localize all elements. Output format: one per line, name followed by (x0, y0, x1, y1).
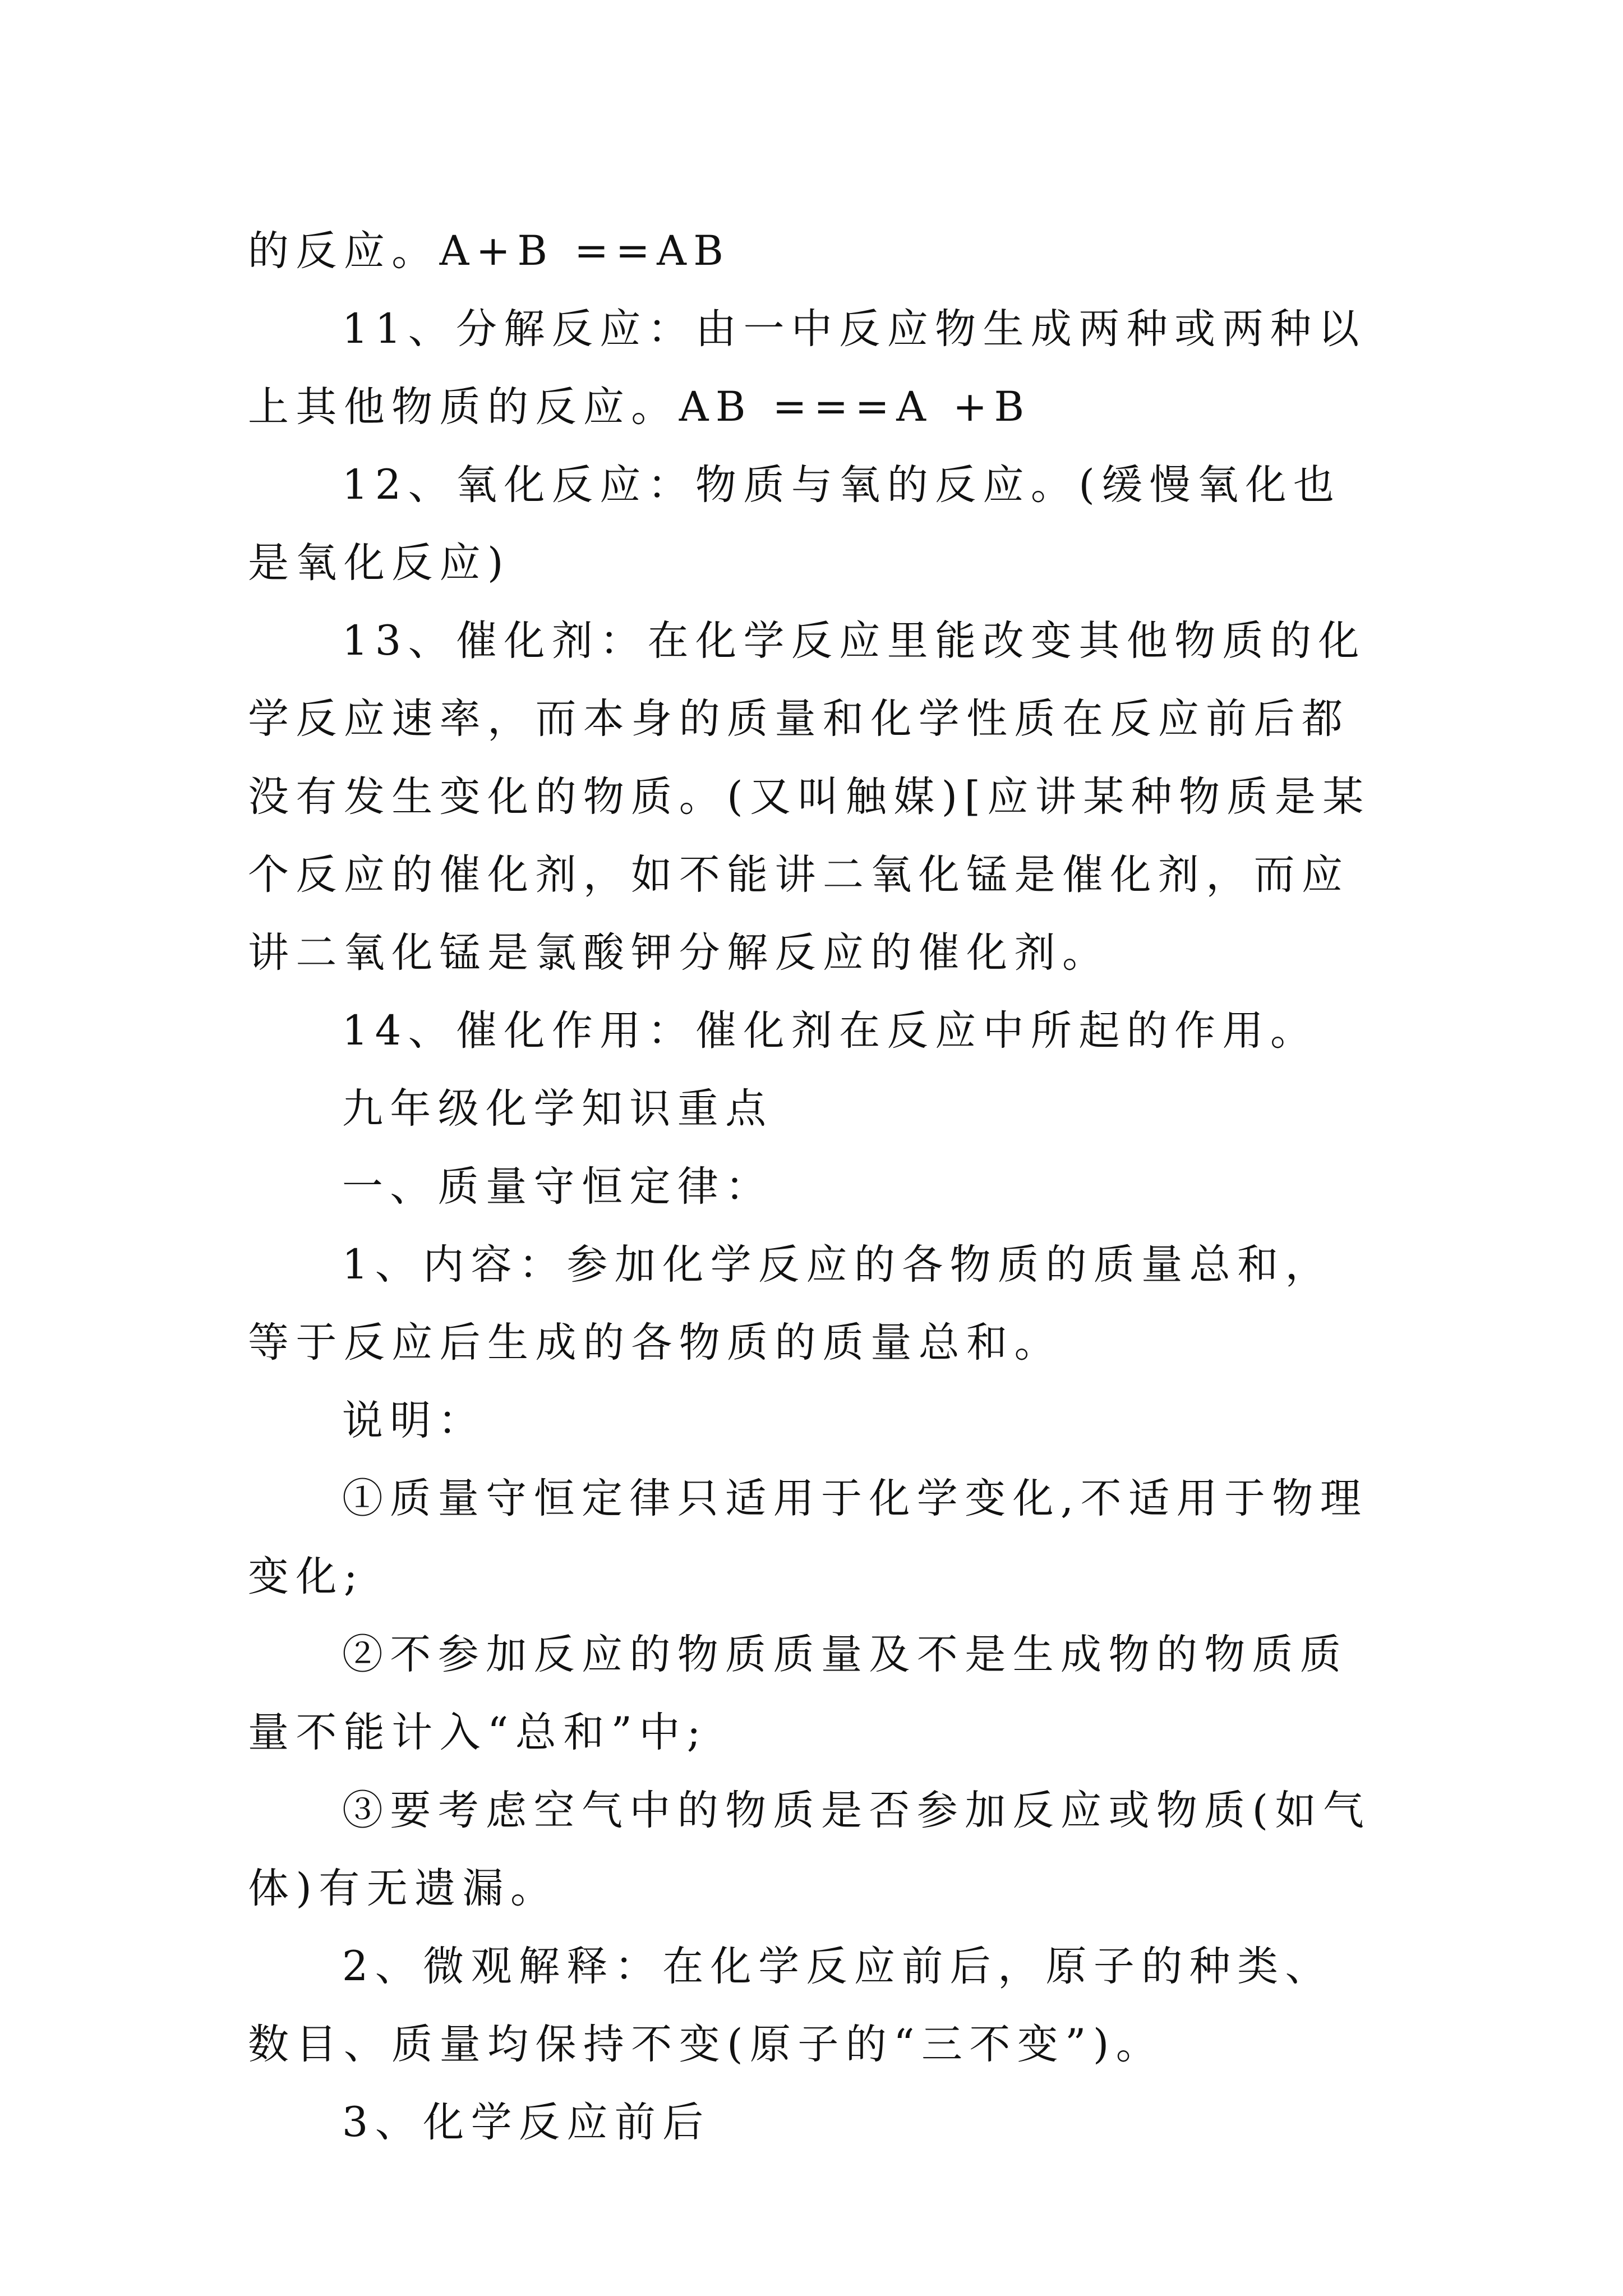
document-body (248, 212, 1381, 2161)
paragraph-catalyst: 13、催化剂：在化学反应里能改变其他物质的化学反应速率，而本身的质量和化学性质在反应前后都没有发生变化的物质。(又叫触媒)[应讲某种物质是某个反应的催化剂，如不能讲二氧化锰是催化剂，而应讲二氧化锰是氯酸钾分解反应的催化剂。 (248, 617, 1371, 977)
paragraph-decomposition-reaction: 11、分解反应：由一中反应物生成两种或两种以上其他物质的反应。AB ===A +B (248, 305, 1366, 431)
paragraph-oxidation-reaction: 12、氧化反应：物质与氧的反应。(缓慢氧化也是氧化反应) (248, 461, 1341, 587)
paragraph-before-after: 3、化学反应前后 (342, 2099, 711, 2146)
paragraph-explanation-label: 说明： (342, 1397, 486, 1444)
paragraph-content: 1、内容：参加化学反应的各物质的质量总和，等于反应后生成的各物质的质量总和。 (248, 1241, 1333, 1366)
paragraph-note-2: ②不参加反应的物质质量及不是生成物的物质质量不能计入“总和”中; (248, 1631, 1348, 1756)
section-heading: 九年级化学知识重点 (342, 1085, 773, 1133)
paragraph-note-3: ③要考虑空气中的物质是否参加反应或物质(如气体)有无遗漏。 (248, 1787, 1371, 1912)
paragraph-note-1: ①质量守恒定律只适用于化学变化,不适用于物理变化; (248, 1475, 1368, 1600)
paragraph-continuation: 的反应。A+B ==AB (248, 227, 731, 275)
paragraph-catalysis: 14、催化作用：催化剂在反应中所起的作用。 (342, 1007, 1318, 1055)
subsection-heading: 一、质量守恒定律： (342, 1163, 773, 1211)
paragraph-micro-explanation: 2、微观解释：在化学反应前后，原子的种类、数目、质量均保持不变(原子的“三不变”)。 (248, 1943, 1333, 2068)
